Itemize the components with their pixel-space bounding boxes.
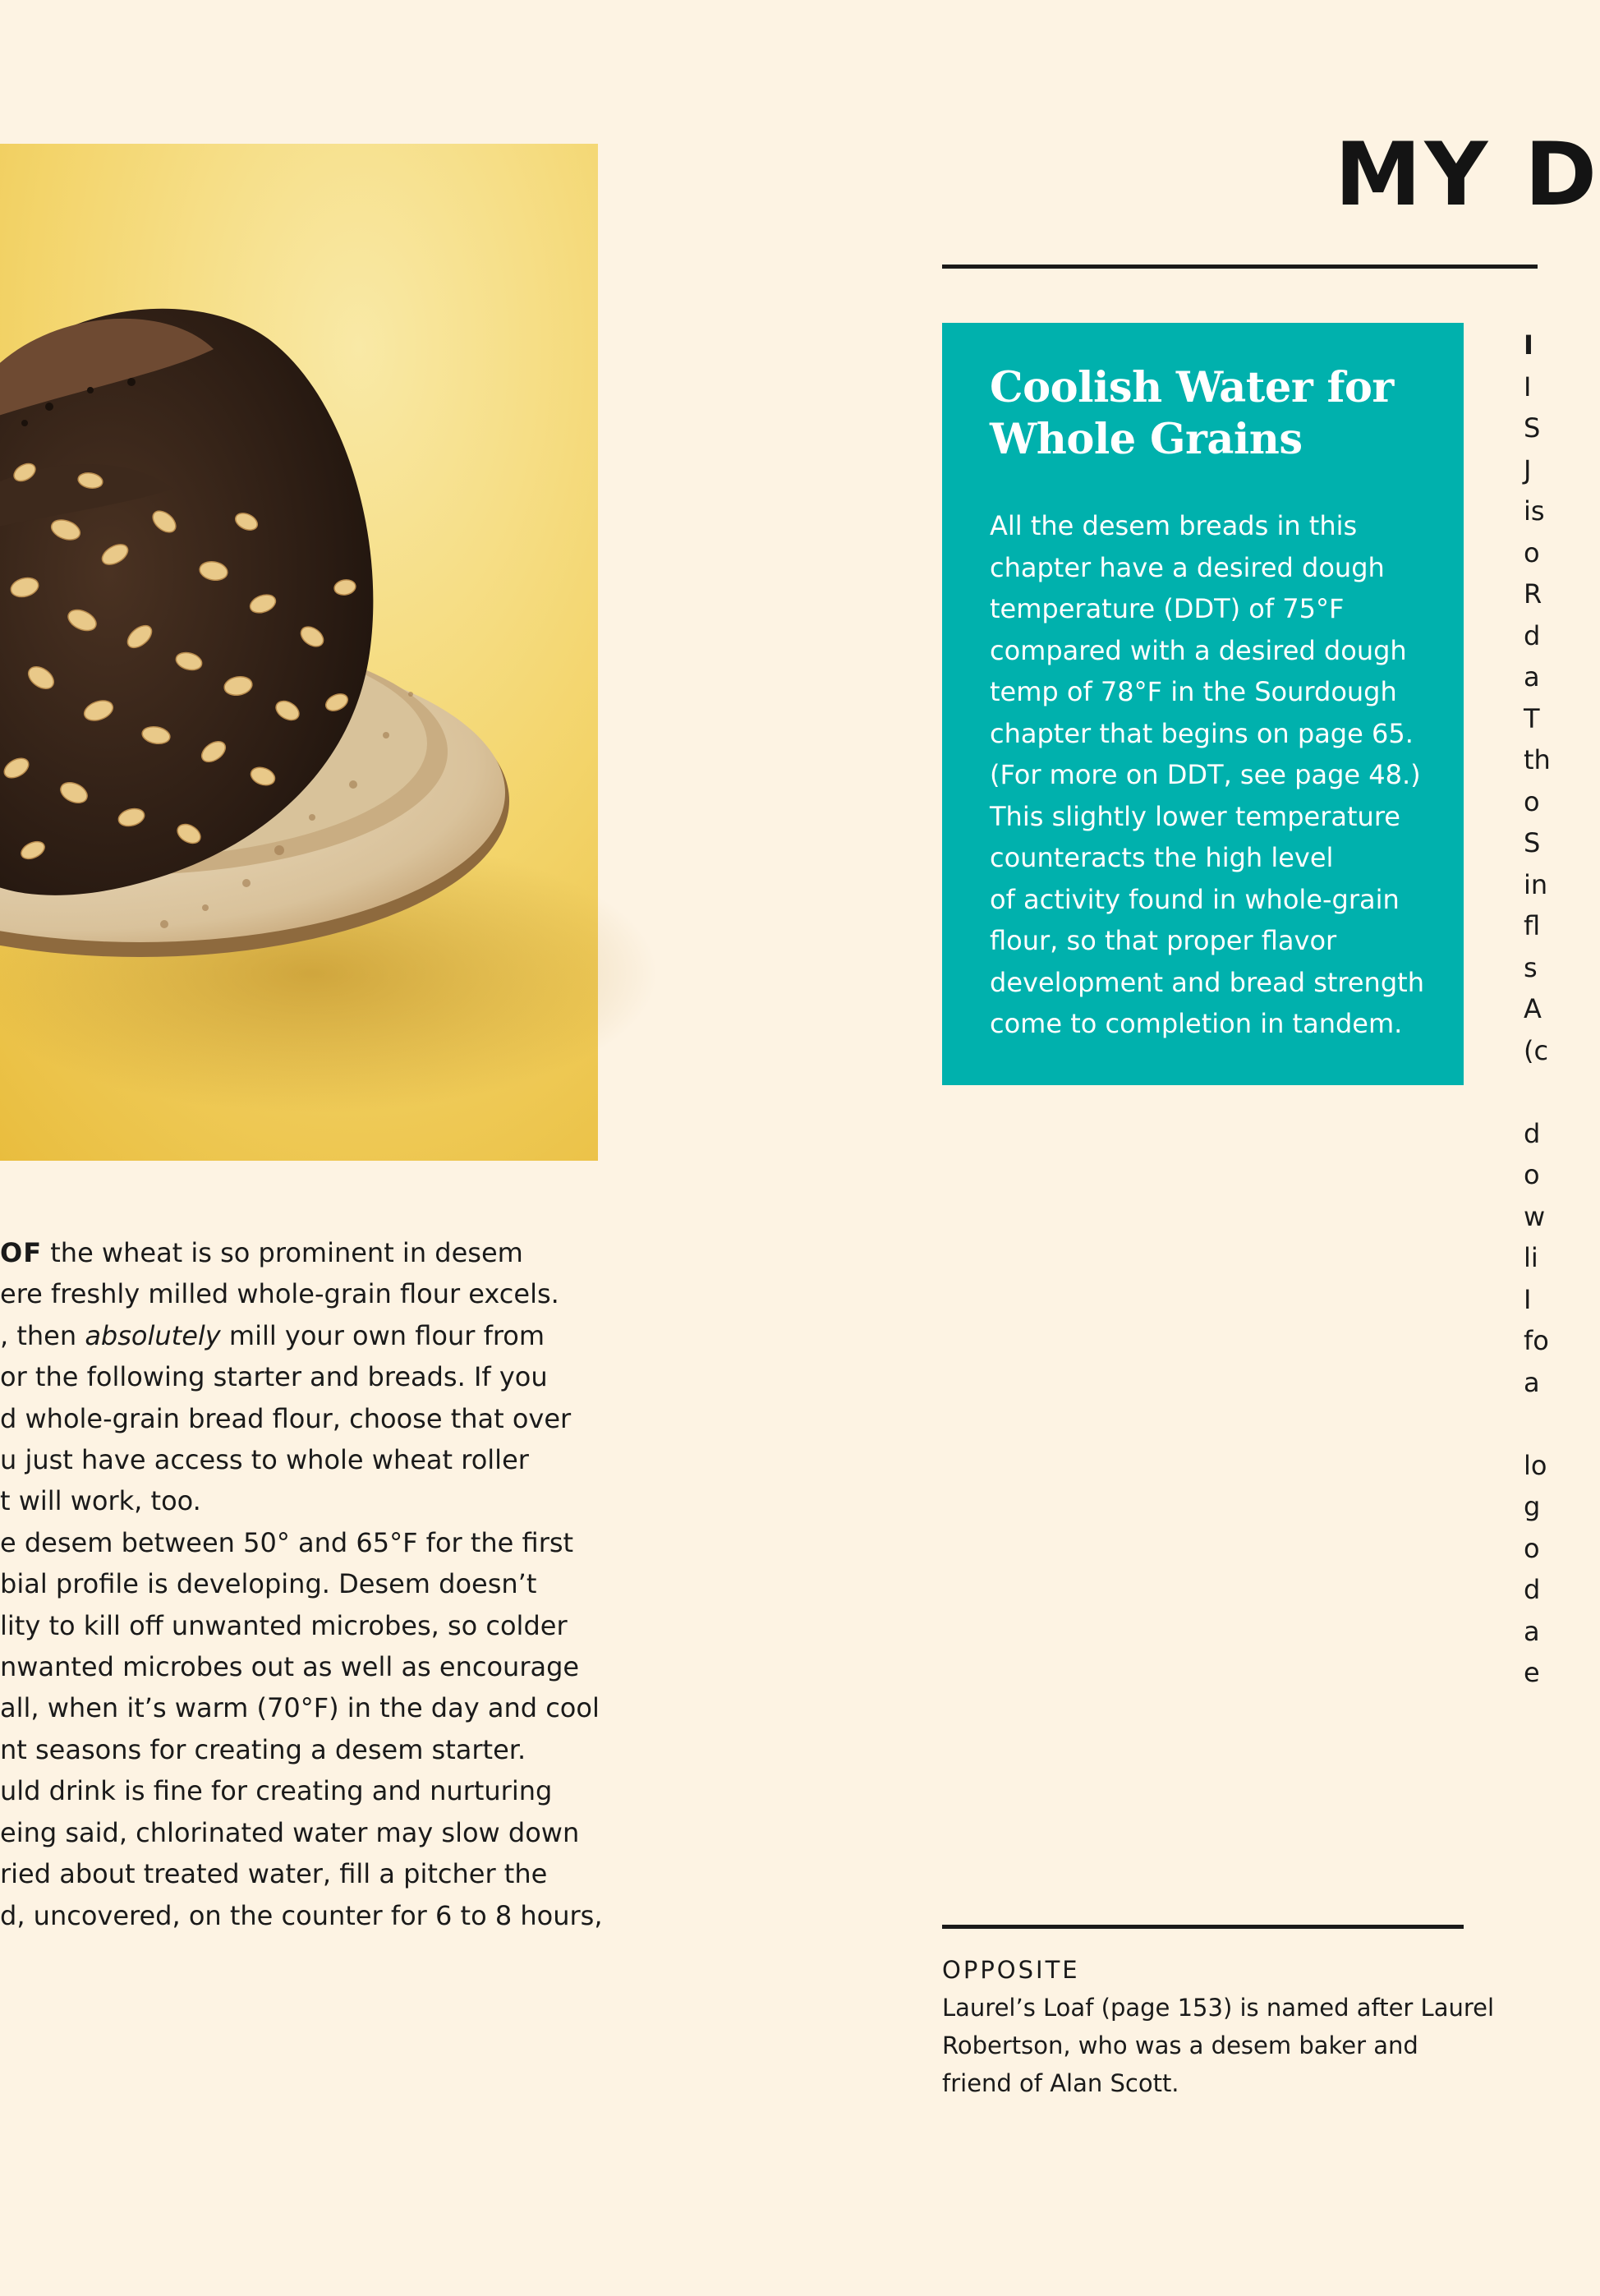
sidebar-box bbox=[942, 323, 1464, 1085]
sidebar-text-line: chapter have a desired dough bbox=[990, 551, 1385, 583]
right-column-line: I bbox=[1524, 329, 1533, 361]
right-column-line: A bbox=[1524, 993, 1542, 1024]
body-text-line: nwanted microbes out as well as encourage bbox=[0, 1651, 580, 1683]
body-text bbox=[0, 1232, 603, 1936]
body-text-line: uld drink is fine for creating and nurturing bbox=[0, 1775, 553, 1807]
sidebar-text-line: temp of 78°F in the Sourdough bbox=[990, 676, 1397, 707]
body-text-line: nt seasons for creating a desem starter. bbox=[0, 1733, 526, 1765]
right-column-line: S bbox=[1524, 827, 1541, 858]
right-column-line: th bbox=[1524, 744, 1551, 775]
right-column-line: o bbox=[1524, 1159, 1540, 1190]
right-column-line bbox=[1524, 1403, 1551, 1445]
sidebar-text-line: of activity found in whole-grain bbox=[990, 883, 1400, 915]
body-text-segment: , then bbox=[0, 1319, 85, 1351]
sidebar-text-line: flour, so that proper flavor bbox=[990, 925, 1337, 956]
sidebar-text-line: temperature (DDT) of 75°F bbox=[990, 593, 1345, 624]
right-column-line: a bbox=[1524, 1366, 1540, 1398]
right-column-line: S bbox=[1524, 412, 1541, 444]
photo-caption bbox=[942, 1951, 1495, 2102]
right-column-line: fo bbox=[1524, 1325, 1549, 1356]
body-text-line: ere freshly milled whole-grain flour excels. bbox=[0, 1278, 559, 1310]
body-text-line: d, uncovered, on the counter for 6 to 8 hours, bbox=[0, 1899, 603, 1931]
sidebar-text-line: This slightly lower temperature bbox=[990, 800, 1400, 832]
caption-line: Laurel’s Loaf (page 153) is named after Laurel bbox=[942, 1994, 1495, 2022]
caption-line: Robertson, who was a desem baker and bbox=[942, 2031, 1418, 2059]
sidebar-text-line: counteracts the high level bbox=[990, 842, 1334, 873]
right-column-line: d bbox=[1524, 1574, 1541, 1605]
right-column-line: d bbox=[1524, 1117, 1541, 1149]
right-column-line: w bbox=[1524, 1200, 1546, 1232]
right-column-line: o bbox=[1524, 536, 1540, 568]
body-text-line: t will work, too. bbox=[0, 1485, 201, 1517]
sidebar-heading-line1: Coolish Water for bbox=[990, 363, 1394, 412]
body-text-line: lity to kill off unwanted microbes, so colder bbox=[0, 1609, 568, 1641]
sidebar-text-line: compared with a desired dough bbox=[990, 634, 1407, 666]
caption-line: friend of Alan Scott. bbox=[942, 2069, 1179, 2097]
right-column-line bbox=[1524, 1071, 1551, 1113]
right-column-line: in bbox=[1524, 868, 1548, 900]
right-column-text bbox=[1524, 324, 1551, 1694]
right-column-line: (c bbox=[1524, 1034, 1549, 1066]
sidebar-heading-line2: Whole Grains bbox=[990, 415, 1303, 464]
body-text-line: eing said, chlorinated water may slow down bbox=[0, 1816, 580, 1848]
sidebar-text-line: come to completion in tandem. bbox=[990, 1008, 1403, 1039]
right-column-line: R bbox=[1524, 578, 1543, 610]
right-column-line: a bbox=[1524, 661, 1540, 692]
caption-body bbox=[942, 1989, 1495, 2102]
right-column-line: s bbox=[1524, 951, 1538, 983]
caption-rule bbox=[942, 1925, 1464, 1929]
title-rule bbox=[942, 265, 1538, 269]
right-column-line: g bbox=[1524, 1491, 1541, 1522]
right-column-line: d bbox=[1524, 619, 1541, 651]
body-text-line bbox=[0, 1315, 591, 1356]
sidebar-text-line: (For more on DDT, see page 48.) bbox=[990, 759, 1421, 790]
body-text-line bbox=[0, 1232, 591, 1273]
body-text-line: or the following starter and breads. If you bbox=[0, 1361, 548, 1393]
body-text-line: bial profile is developing. Desem doesn’t bbox=[0, 1568, 537, 1600]
sidebar-text-line: All the desem breads in this bbox=[990, 510, 1358, 541]
body-text-segment: the wheat is so prominent in desem bbox=[42, 1237, 523, 1268]
body-text-line: e desem between 50° and 65°F for the first bbox=[0, 1526, 574, 1558]
right-column-line: a bbox=[1524, 1615, 1540, 1647]
right-column-line: o bbox=[1524, 785, 1540, 817]
body-text-lead-in: OF bbox=[0, 1237, 43, 1268]
right-column-line: e bbox=[1524, 1657, 1540, 1688]
right-column-line: J bbox=[1524, 453, 1532, 485]
right-column-line: o bbox=[1524, 1532, 1540, 1564]
right-column-line: I bbox=[1524, 1283, 1532, 1315]
bread-photo bbox=[0, 144, 598, 1161]
right-column-line: li bbox=[1524, 1242, 1538, 1273]
right-column-line: is bbox=[1524, 495, 1545, 527]
right-column-line: I bbox=[1524, 370, 1532, 403]
right-column-line: T bbox=[1524, 702, 1540, 734]
body-text-line: d whole-grain bread flour, choose that over bbox=[0, 1402, 572, 1434]
right-column-line: lo bbox=[1524, 1449, 1547, 1481]
sidebar-body bbox=[990, 505, 1424, 1045]
caption-label: OPPOSITE bbox=[942, 1956, 1080, 1984]
body-text-emphasis: absolutely bbox=[85, 1319, 221, 1351]
right-column-line: fl bbox=[1524, 910, 1541, 941]
body-text-line: all, when it’s warm (70°F) in the day and cool bbox=[0, 1692, 600, 1724]
bread-photo-illustration bbox=[0, 144, 598, 1161]
page-title: MY D bbox=[1335, 124, 1600, 225]
body-text-line: ried about treated water, fill a pitcher the bbox=[0, 1858, 548, 1890]
sidebar-heading bbox=[990, 362, 1416, 466]
body-text-line: u just have access to whole wheat roller bbox=[0, 1444, 529, 1476]
body-text-segment: mill your own flour from bbox=[220, 1319, 545, 1351]
sidebar-text-line: development and bread strength bbox=[990, 966, 1424, 998]
sidebar-text-line: chapter that begins on page 65. bbox=[990, 717, 1414, 749]
